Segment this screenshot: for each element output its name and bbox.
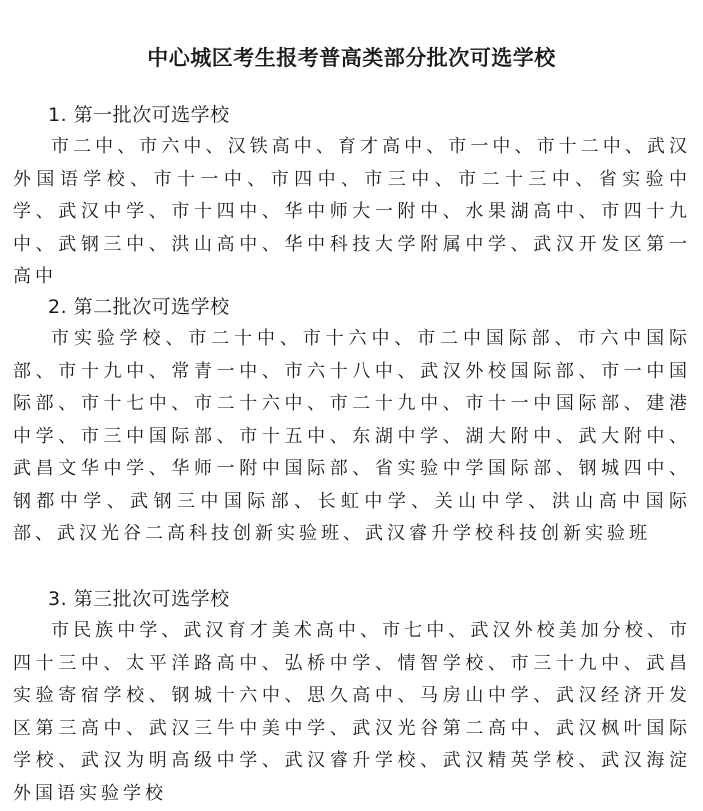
section-second-batch xyxy=(13,292,691,551)
section-heading: 2. 第二批次可选学校 xyxy=(48,296,230,318)
section-body: 市民族中学、武汉育才美术高中、市七中、武汉外校美加分校、市四十三中、太平洋路高中、弘桥中学、情智学校、市三十九中、武昌实验寄宿学校、钢城十六中、思久高中、马房山中学、武汉经济开发区第三高中、武汉三牛中美中学、武汉光谷第二高中、武汉枫叶国际学校、武汉为明高级中学、武汉睿升学校、武汉精英学校、武汉海淀外国语实验学校 xyxy=(13,620,691,804)
section-first-batch xyxy=(13,100,691,294)
section-heading: 3. 第三批次可选学校 xyxy=(48,588,230,610)
section-body: 市二中、市六中、汉铁高中、育才高中、市一中、市十二中、武汉外国语学校、市十一中、市四中、市三中、市二十三中、省实验中学、武汉中学、市十四中、华中师大一附中、水果湖高中、市四十九中、武钢三中、洪山高中、华中科技大学附属中学、武汉开发区第一高中 xyxy=(13,136,691,287)
section-body: 市实验学校、市二十中、市十六中、市二中国际部、市六中国际部、市十九中、常青一中、市六十八中、武汉外校国际部、市一中国际部、市十七中、市二十六中、市二十九中、市十一中国际部、建港中学、市三中国际部、市十五中、东湖中学、湖大附中、武大附中、武昌文华中学、华师一附中国际部、省实验中学国际部、钢城四中、钢都中学、武钢三中国际部、长虹中学、关山中学、洪山高中国际部、武汉光谷二高科技创新实验班、武汉睿升学校科技创新实验班 xyxy=(13,328,691,544)
page-title: 中心城区考生报考普高类部分批次可选学校 xyxy=(147,46,556,70)
section-third-batch xyxy=(13,584,691,810)
section-heading: 1. 第一批次可选学校 xyxy=(48,104,230,126)
